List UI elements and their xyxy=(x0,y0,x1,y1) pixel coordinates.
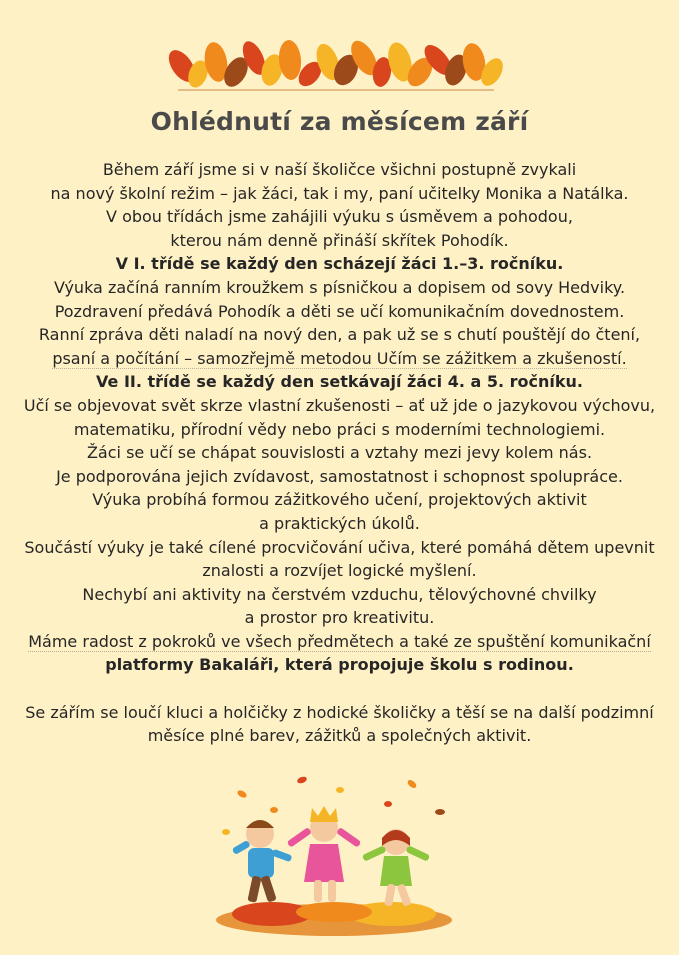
paragraph-line: Učí se objevovat svět skrze vlastní zkušenosti – ať už jde o jazykovou výchovu, xyxy=(23,395,656,415)
paragraph-line: kterou nám denně přináší skřítek Pohodík. xyxy=(170,230,509,250)
kids-playing-in-leaves-icon xyxy=(212,772,457,937)
paragraph-line: Nechybí ani aktivity na čerstvém vzduchu, tělovýchovné chvilky xyxy=(82,584,597,604)
girl-green-figure xyxy=(362,829,430,907)
paragraph-line: Výuka probíhá formou zážitkového učení, projektových aktivit xyxy=(92,490,587,510)
paragraph-line: Pozdravení předává Pohodík a děti se učí komunikačním dovednostem. xyxy=(54,301,625,321)
autumn-leaves-banner-icon xyxy=(168,32,504,94)
page-title: Ohlédnutí za měsícem září xyxy=(150,107,529,136)
bakalari-line: platformy Bakaláři, která propojuje školu s rodinou. xyxy=(105,655,574,675)
paragraph-line: Výuka začíná ranním kroužkem s písničkou a dopisem od sovy Hedviky. xyxy=(53,277,626,297)
paragraph-line: znalosti a rozvíjet logické myšlení. xyxy=(202,561,477,581)
spacer xyxy=(0,677,679,701)
paragraph-line: Je podporována jejich zvídavost, samostatnost i schopnost spolupráce. xyxy=(56,466,623,486)
paragraph-line: Ranní zpráva děti naladí na nový den, a pak už se s chutí pouštějí do čtení, xyxy=(38,325,641,345)
paragraph-line: Se zářím se loučí kluci a holčičky z hodické školičky a těší se na další podzimní xyxy=(25,702,654,722)
paragraph-line: měsíce plné barev, zážitků a společných aktivit. xyxy=(147,726,532,746)
paragraph-line: Součástí výuky je také cílené procvičování učiva, které pomáhá dětem upevnit xyxy=(24,537,655,557)
boy-figure xyxy=(232,820,293,903)
paragraph-line: a praktických úkolů. xyxy=(259,513,420,533)
paragraph-line: V obou třídách jsme zahájili výuku s úsměvem a pohodou, xyxy=(106,207,573,227)
underlined-line: Máme radost z pokroků ve všech předmětech a také ze spuštění komunikační xyxy=(28,631,651,651)
paragraph-line: Během září jsme si v naší školičce všichni postupně zvykali xyxy=(102,160,577,179)
paragraph-line xyxy=(0,630,679,654)
paragraph-line: matematiku, přírodní vědy nebo práci s moderními technologiemi. xyxy=(73,419,606,439)
girl-pink-figure xyxy=(287,806,362,902)
paragraph-line: na nový školní režim – jak žáci, tak i my, paní učitelky Monika a Natálka. xyxy=(50,183,629,203)
paragraph-line: a prostor pro kreativitu. xyxy=(244,608,435,628)
leaf-cluster xyxy=(168,37,504,91)
underlined-line: psaní a počítání – samozřejmě metodou Učím se zážitkem a zkušeností. xyxy=(52,348,627,368)
leaf-pile xyxy=(216,902,452,936)
paragraph-line: Žáci se učí se chápat souvislosti a vztahy mezi jevy kolem nás. xyxy=(86,443,593,463)
paragraph-line xyxy=(0,347,679,371)
class-two-heading: Ve II. třídě se každý den setkávají žáci 4. a 5. ročníku. xyxy=(96,372,583,392)
class-one-heading: V I. třídě se každý den scházejí žáci 1.–3. ročníku. xyxy=(115,254,564,274)
article-body xyxy=(0,158,679,748)
